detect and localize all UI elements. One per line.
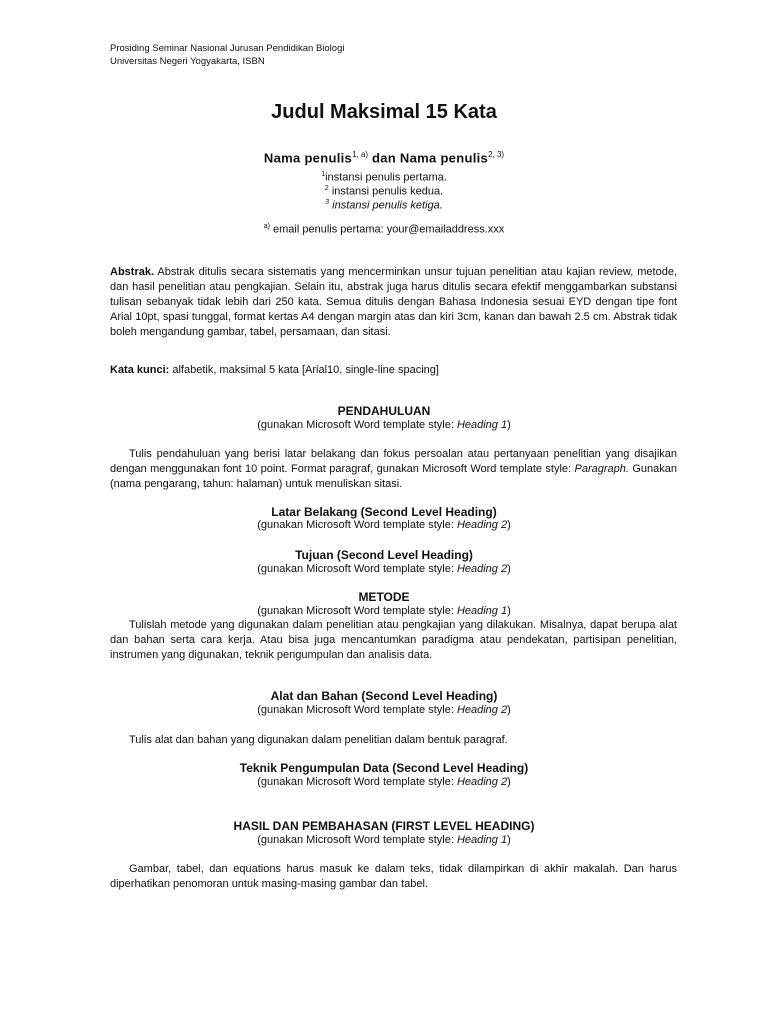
affiliation-3	[0, 195, 768, 214]
pendahuluan-paragraph	[110, 447, 677, 492]
author-line	[0, 150, 768, 165]
heading-latar-belakang: Latar Belakang (Second Level Heading)	[271, 505, 497, 519]
note-prefix: (gunakan Microsoft Word template style:	[257, 419, 457, 431]
abstract-paragraph	[110, 265, 677, 340]
alat-paragraph: Tulis alat dan bahan yang digunakan dalam penelitian dalam bentuk paragraf.	[129, 734, 508, 746]
affiliation-3-text: instansi penulis ketiga.	[329, 199, 443, 212]
note-suffix: )	[507, 776, 511, 788]
heading-teknik-pengumpulan-data: Teknik Pengumpulan Data (Second Level Heading)	[239, 761, 529, 775]
keywords-text: alfabetik, maksimal 5 kata [Arial10, single-line spacing]	[169, 364, 439, 376]
author-connector: dan	[368, 150, 400, 166]
paper-title: Judul Maksimal 15 Kata	[271, 101, 497, 123]
keywords-label: Kata kunci:	[110, 364, 170, 376]
heading-tujuan: Tujuan (Second Level Heading)	[295, 548, 473, 562]
author-1-name: Nama penulis	[263, 150, 353, 166]
heading-hasil-dan-pembahasan: HASIL DAN PEMBAHASAN (FIRST LEVEL HEADING)	[233, 819, 535, 833]
style-note-metode	[0, 605, 768, 617]
note-suffix: )	[507, 519, 511, 531]
note-suffix: )	[507, 834, 511, 846]
affiliation-1-text: instansi penulis pertama.	[325, 171, 447, 184]
style-note-latar-belakang	[0, 519, 768, 531]
affiliation-1-superscript: 1	[321, 171, 326, 178]
abstract-label: Abstrak.	[110, 266, 155, 278]
style-note-hasil	[0, 834, 768, 846]
note-style: Heading 1	[456, 605, 508, 617]
author-2-name: Nama penulis	[399, 150, 489, 166]
author-email	[0, 223, 768, 236]
heading-pendahuluan: PENDAHULUAN	[337, 404, 431, 418]
affiliation-2-text: instansi penulis kedua.	[328, 185, 444, 198]
note-prefix: (gunakan Microsoft Word template style:	[257, 776, 457, 788]
pendahuluan-text-2: Gunakan (nama pengarang, tahun: halaman) untuk menuliskan sitasi.	[110, 463, 677, 490]
pendahuluan-text-1: Tulis pendahuluan yang berisi latar belakang dan fokus persoalan atau pertanyaan penelitian yang disajikan dengan menggunakan font 10 point. Format paragraf, gunakan Microsoft Word template style:	[110, 448, 677, 475]
hasil-paragraph: Gambar, tabel, dan equations harus masuk ke dalam teks, tidak dilampirkan di akhir makalah. Dan harus diperhatikan penomoran untuk masing-masing gambar dan tabel.	[110, 863, 677, 890]
running-header-line-2: Universitas Negeri Yogyakarta, ISBN	[110, 56, 265, 67]
note-style: Heading 1	[456, 834, 508, 846]
email-text: email penulis pertama: your@emailaddress.xxx	[269, 223, 505, 236]
note-prefix: (gunakan Microsoft Word template style:	[257, 704, 457, 716]
note-suffix: )	[507, 419, 511, 431]
note-style: Heading 2	[456, 519, 508, 531]
note-suffix: )	[507, 605, 511, 617]
note-style: Heading 1	[456, 419, 508, 431]
note-suffix: )	[507, 563, 511, 575]
note-style: Heading 2	[456, 563, 508, 575]
style-note-alat-dan-bahan	[0, 704, 768, 716]
email-superscript: a)	[263, 223, 270, 230]
heading-metode: METODE	[358, 590, 410, 604]
note-style: Heading 2	[456, 704, 508, 716]
style-note-tujuan	[0, 563, 768, 575]
affiliation-2-superscript: 2	[324, 185, 329, 192]
keywords-line	[110, 363, 677, 378]
note-prefix: (gunakan Microsoft Word template style:	[257, 834, 457, 846]
affiliation-3-superscript: 3	[325, 199, 330, 206]
note-style: Heading 2	[456, 776, 508, 788]
abstract-text: Abstrak ditulis secara sistematis yang mencerminkan unsur tujuan penelitian atau kajian review, metode, dan hasil penelitian atau pengkajian. Selain itu, abstrak juga harus ditulis secara efektif menggambarkan substansi tulisan sebanyak tidak lebih dari 250 kata. Semua ditulis dengan Bahasa Indonesia sesuai EYD dengan tipe font Arial 10pt, spasi tunggal, format kertas A4 dengan margin atas dan kiri 3cm, kanan dan bawah 2.5 cm. Abstrak tidak boleh mengandung gambar, tabel, persamaan, dan sitasi.	[110, 266, 677, 338]
metode-paragraph: Tulislah metode yang digunakan dalam penelitian atau pengkajian yang dilakukan. Misalnya, dapat berupa alat dan bahan serta cara kerja. Atau bisa juga mencantumkan paradigma atau pendekatan, partisipan penelitian, instrumen yang digunakan, teknik pengumpulan dan analisis data.	[110, 619, 677, 661]
note-prefix: (gunakan Microsoft Word template style:	[257, 605, 457, 617]
note-prefix: (gunakan Microsoft Word template style:	[257, 519, 457, 531]
note-suffix: )	[507, 704, 511, 716]
running-header-line-1: Prosiding Seminar Nasional Jurusan Pendidikan Biologi	[110, 43, 345, 54]
author-1-superscript: 1, a)	[352, 150, 369, 159]
note-prefix: (gunakan Microsoft Word template style:	[257, 563, 457, 575]
running-header	[110, 42, 344, 68]
author-2-superscript: 2, 3)	[488, 150, 505, 159]
heading-alat-dan-bahan: Alat dan Bahan (Second Level Heading)	[270, 689, 498, 703]
style-note-teknik	[0, 776, 768, 788]
pendahuluan-italic: Paragraph.	[574, 463, 629, 475]
style-note-pendahuluan	[0, 419, 768, 431]
